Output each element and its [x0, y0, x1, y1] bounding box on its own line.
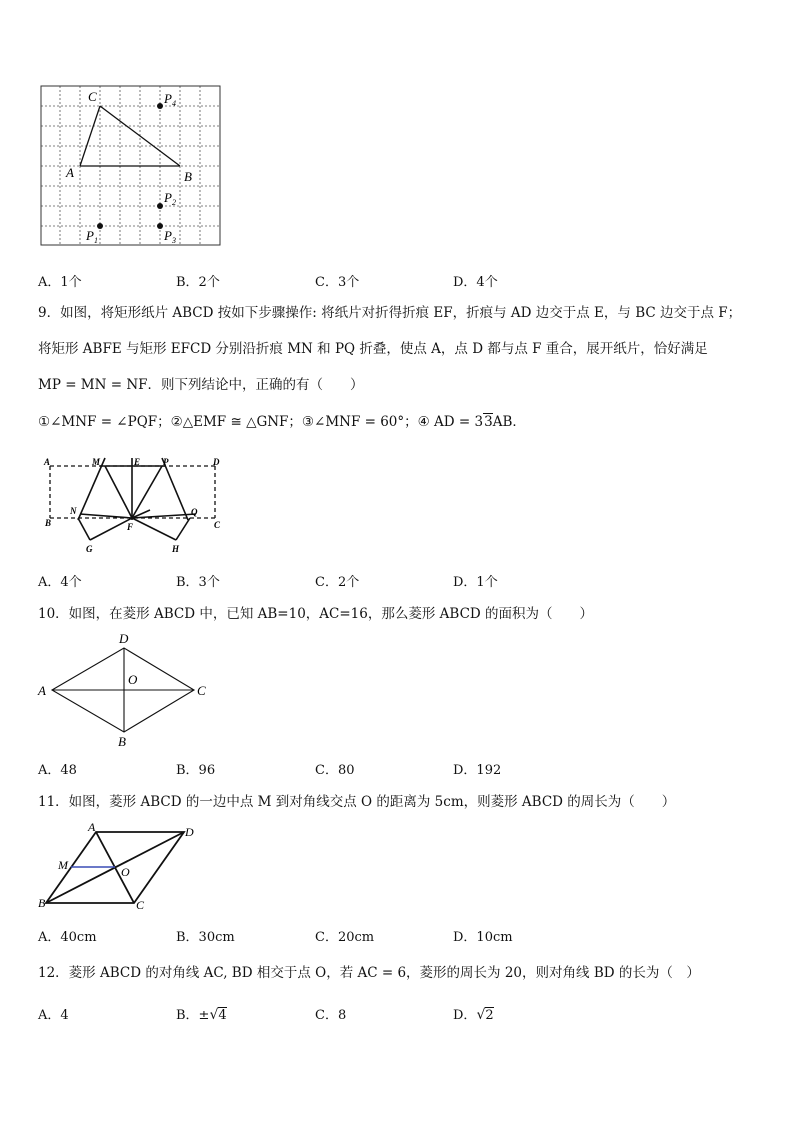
- label-a: A: [66, 165, 74, 180]
- label-p4: $P_4$: [164, 91, 176, 108]
- q8-option-b: B．2个: [176, 275, 220, 290]
- label-h: H: [172, 544, 180, 554]
- label-a: A: [44, 457, 51, 467]
- q9-radical: 3: [484, 414, 493, 430]
- label-o: O: [121, 865, 130, 879]
- point-p3: [157, 223, 163, 229]
- label-a: A: [88, 820, 96, 834]
- q8-option-d: D．4个: [453, 275, 498, 290]
- sqrt-sign: √: [209, 1007, 219, 1023]
- q9-option-b: B．3个: [176, 575, 220, 590]
- label-b: B: [184, 169, 192, 184]
- q12-option-d-text: D．: [453, 1008, 477, 1023]
- label-a: A: [38, 683, 46, 698]
- label-d: D: [213, 457, 220, 467]
- q9-conclusions-end: AB．: [492, 414, 526, 430]
- q9-option-c: C．2个: [315, 575, 360, 590]
- label-p1: $P_1$: [86, 228, 98, 245]
- q11-option-b: B．30cm: [176, 930, 235, 945]
- label-m: M: [92, 457, 101, 467]
- q9-conclusions: [38, 410, 526, 430]
- q9-stem-line-3: MP = MN = NF．则下列结论中，正确的有（ ）: [38, 377, 364, 393]
- q9-stem-line-1: 9．如图，将矩形纸片 ABCD 按如下步骤操作: 将纸片对折得折痕 EF，折痕与 AD 边交于点 E，与 BC 边交于点 F；: [38, 305, 742, 321]
- q9-option-a: A．4个: [38, 575, 82, 590]
- rhombus-abcd: [52, 648, 194, 732]
- q9-option-d: D．1个: [453, 575, 498, 590]
- q8-option-a: A．1个: [38, 275, 82, 290]
- label-n: N: [70, 506, 77, 516]
- q10-option-b: B．96: [176, 763, 216, 778]
- q8-grid-figure: [38, 84, 224, 248]
- label-c: C: [197, 683, 206, 698]
- triangle-abc: [80, 106, 180, 166]
- label-b: B: [45, 518, 52, 528]
- q10-option-d: D．192: [453, 763, 502, 778]
- q12-option-b-text: B．±: [176, 1008, 210, 1023]
- point-p2: [157, 203, 163, 209]
- q9-folding-figure: [40, 452, 240, 562]
- label-d: D: [119, 631, 129, 646]
- q10-rhombus-figure: [36, 628, 216, 750]
- label-c: C: [136, 898, 145, 912]
- label-q: Q: [191, 507, 198, 517]
- q10-option-a: A．48: [38, 763, 77, 778]
- label-m: M: [58, 858, 68, 872]
- label-b: B: [118, 734, 126, 749]
- label-d: D: [185, 825, 194, 839]
- q11-rhombus-figure: [34, 818, 204, 914]
- q11-option-a: A．40cm: [38, 930, 97, 945]
- q12-option-b-radicand: 4: [218, 1008, 227, 1023]
- q12-option-d-radicand: 2: [485, 1008, 494, 1023]
- label-c: C: [88, 89, 97, 104]
- fold-lines: [78, 458, 196, 540]
- q12-option-a: A．4: [38, 1008, 69, 1023]
- q11-option-c: C．20cm: [315, 930, 375, 945]
- label-p3: $P_3$: [164, 228, 176, 245]
- q11-option-d: D．10cm: [453, 930, 513, 945]
- q12-stem: 12．菱形 ABCD 的对角线 AC, BD 相交于点 O，若 AC = 6，菱形的周长为 20，则对角线 BD 的长为（ ）: [38, 965, 700, 981]
- q11-stem: 11．如图，菱形 ABCD 的一边中点 M 到对角线交点 O 的距离为 5cm，则菱形 ABCD 的周长为（ ）: [38, 794, 676, 810]
- label-c: C: [214, 520, 221, 530]
- q9-stem-line-2: 将矩形 ABFE 与矩形 EFCD 分别沿折痕 MN 和 PQ 折叠，使点 A，点 D 都与点 F 重合，展开纸片，恰好满足: [38, 341, 708, 357]
- q10-stem: 10．如图，在菱形 ABCD 中，已知 AB=10，AC=16，那么菱形 ABCD 的面积为（ ）: [38, 606, 594, 622]
- label-e: E: [134, 457, 141, 467]
- q12-option-b: [176, 1004, 227, 1023]
- q12-option-d: [453, 1004, 494, 1023]
- label-o: O: [128, 672, 138, 687]
- label-g: G: [86, 544, 93, 554]
- q12-option-c: C．8: [315, 1008, 347, 1023]
- sqrt-sign: √: [476, 1007, 486, 1023]
- label-p: P: [163, 457, 169, 467]
- label-b: B: [38, 896, 46, 910]
- label-f: F: [127, 522, 134, 532]
- label-p2: $P_2$: [164, 190, 176, 207]
- point-p1: [97, 223, 103, 229]
- q10-option-c: C．80: [315, 763, 355, 778]
- q8-option-c: C．3个: [315, 275, 360, 290]
- point-p4: [157, 103, 163, 109]
- q9-conclusions-text: ①∠MNF = ∠PQF；②△EMF ≅ △GNF；③∠MNF = 60°；④ AD = 3: [38, 414, 484, 430]
